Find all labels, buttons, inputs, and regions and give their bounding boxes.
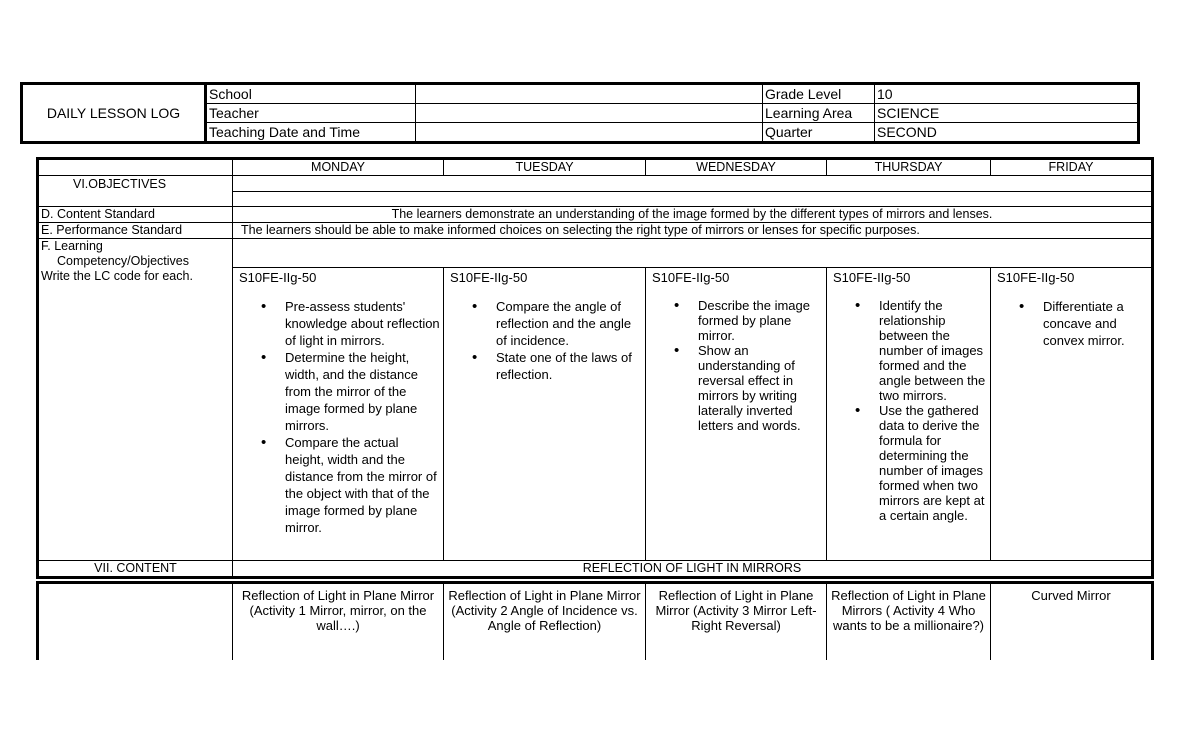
- monday-objectives: [233, 268, 444, 561]
- activities-table: [36, 581, 1154, 660]
- school-value: [416, 84, 763, 104]
- objective-item: • Determine the height, width, and the distance from the mirror of the image formed by plane mirrors.: [285, 349, 441, 434]
- objective-item: • Show an understanding of reversal effect in mirrors by writing laterally inverted letters and words.: [698, 343, 824, 433]
- content-text: REFLECTION OF LIGHT IN MIRRORS: [233, 561, 1153, 578]
- friday-activity: Curved Mirror: [991, 583, 1153, 661]
- day-wednesday: WEDNESDAY: [646, 159, 827, 176]
- school-label: School: [206, 84, 416, 104]
- thursday-objectives: [827, 268, 991, 561]
- lc-code: S10FE-IIg-50: [833, 270, 911, 285]
- objective-item: • Describe the image formed by plane mirror.: [698, 298, 824, 343]
- teacher-label: Teacher: [206, 104, 416, 123]
- objective-item: • Compare the angle of reflection and the angle of incidence.: [496, 298, 643, 349]
- performance-standard-row: [38, 223, 1153, 239]
- learning-area-label: Learning Area: [763, 104, 875, 123]
- thursday-activity: Reflection of Light in Plane Mirrors ( Activity 4 Who wants to be a millionaire?): [827, 583, 991, 661]
- objective-item: • Use the gathered data to derive the formula for determining the number of images formed when two mirrors are kept at a certain angle.: [879, 403, 988, 523]
- objectives-blank: [233, 176, 1153, 207]
- content-label: VII. CONTENT: [38, 561, 233, 578]
- day-friday: FRIDAY: [991, 159, 1153, 176]
- grade-level-value: 10: [875, 84, 1139, 104]
- teacher-value: [416, 104, 763, 123]
- learning-area-value: SCIENCE: [875, 104, 1139, 123]
- performance-standard-label: E. Performance Standard: [38, 223, 233, 239]
- days-row: [38, 159, 1153, 176]
- tuesday-activity: Reflection of Light in Plane Mirror (Activity 2 Angle of Incidence vs. Angle of Reflection): [444, 583, 646, 661]
- grade-level-label: Grade Level: [763, 84, 875, 104]
- activities-row: [38, 583, 1153, 661]
- objectives-heading: VI.OBJECTIVES: [38, 176, 233, 207]
- objective-item: • State one of the laws of reflection.: [496, 349, 643, 383]
- objective-item: • Compare the actual height, width and the distance from the mirror of the object with that of the image formed by plane mirror.: [285, 434, 441, 536]
- monday-activity: Reflection of Light in Plane Mirror (Activity 1 Mirror, mirror, on the wall….): [233, 583, 444, 661]
- content-standard-row: [38, 207, 1153, 223]
- performance-standard-text: The learners should be able to make informed choices on selecting the right type of mirrors or lenses for specific purposes.: [233, 223, 1153, 239]
- learning-label-line2: Competency/Objectives: [57, 254, 190, 268]
- header-table: [20, 82, 1140, 144]
- day-thursday: THURSDAY: [827, 159, 991, 176]
- day-tuesday: TUESDAY: [444, 159, 646, 176]
- corner-cell: [38, 159, 233, 176]
- tuesday-objectives: [444, 268, 646, 561]
- lesson-table: [36, 157, 1154, 579]
- friday-objectives: [991, 268, 1153, 561]
- wednesday-activity: Reflection of Light in Plane Mirror (Activity 3 Mirror Left-Right Reversal): [646, 583, 827, 661]
- teaching-date-label: Teaching Date and Time: [206, 123, 416, 143]
- objective-item: • Differentiate a concave and convex mirror.: [1043, 298, 1149, 349]
- content-standard-text: The learners demonstrate an understanding of the image formed by the different types of mirrors and lenses.: [233, 207, 1153, 223]
- teaching-date-value: [416, 123, 763, 143]
- objectives-row: [38, 176, 1153, 207]
- lc-code: S10FE-IIg-50: [652, 270, 730, 285]
- learning-competency-row: [38, 239, 1153, 268]
- document-title: DAILY LESSON LOG: [22, 84, 206, 143]
- lc-code: S10FE-IIg-50: [997, 270, 1075, 285]
- day-monday: MONDAY: [233, 159, 444, 176]
- activities-label-blank: [38, 583, 233, 661]
- lc-code: S10FE-IIg-50: [450, 270, 528, 285]
- lc-code: S10FE-IIg-50: [239, 270, 317, 285]
- wednesday-objectives: [646, 268, 827, 561]
- learning-competency-label: [38, 239, 233, 561]
- learning-label-line1: F. Learning: [41, 239, 103, 253]
- learning-competency-blank: [233, 239, 1153, 268]
- quarter-value: SECOND: [875, 123, 1139, 143]
- objective-item: • Pre-assess students' knowledge about reflection of light in mirrors.: [285, 298, 441, 349]
- quarter-label: Quarter: [763, 123, 875, 143]
- content-row: [38, 561, 1153, 578]
- learning-label-line3: Write the LC code for each.: [41, 269, 193, 283]
- content-standard-label: D. Content Standard: [38, 207, 233, 223]
- objective-item: • Identify the relationship between the number of images formed and the angle between the two mirrors.: [879, 298, 988, 403]
